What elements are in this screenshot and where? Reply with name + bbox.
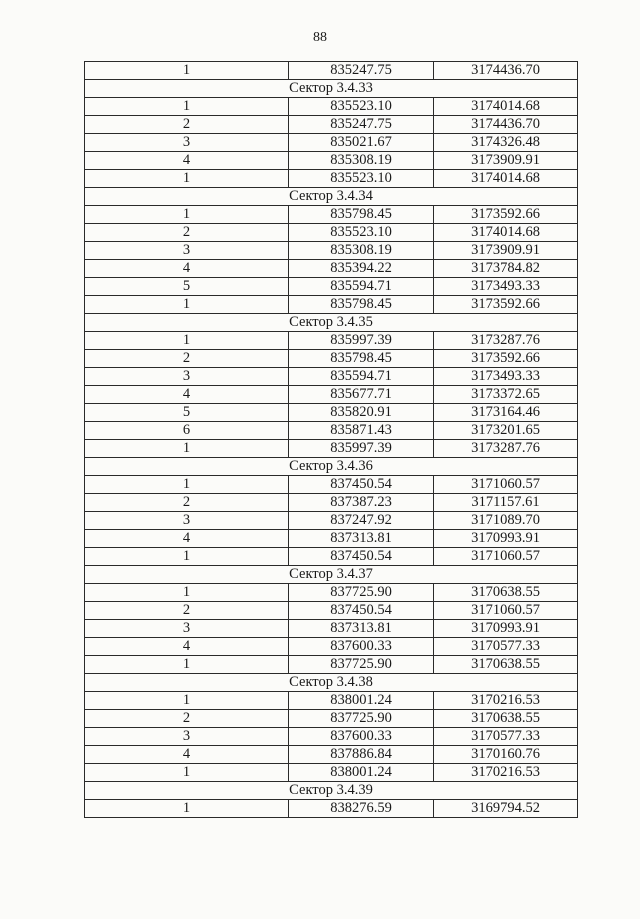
table-row [85,98,578,116]
x-coordinate: 835871.43 [289,422,434,440]
table-row [85,278,578,296]
y-coordinate: 3173592.66 [434,350,578,368]
point-number: 4 [85,260,289,278]
table-row [85,530,578,548]
table-row [85,62,578,80]
point-number: 1 [85,206,289,224]
x-coordinate: 835997.39 [289,332,434,350]
point-number: 1 [85,800,289,818]
x-coordinate: 835308.19 [289,152,434,170]
y-coordinate: 3174014.68 [434,224,578,242]
x-coordinate: 835798.45 [289,350,434,368]
y-coordinate: 3170638.55 [434,584,578,602]
y-coordinate: 3173493.33 [434,278,578,296]
point-number: 1 [85,764,289,782]
y-coordinate: 3174326.48 [434,134,578,152]
x-coordinate: 835594.71 [289,368,434,386]
x-coordinate: 835308.19 [289,242,434,260]
point-number: 4 [85,746,289,764]
point-number: 3 [85,242,289,260]
x-coordinate: 837600.33 [289,728,434,746]
sector-label: Сектор 3.4.37 [85,566,578,584]
table-row [85,332,578,350]
point-number: 4 [85,638,289,656]
point-number: 5 [85,404,289,422]
y-coordinate: 3173592.66 [434,206,578,224]
y-coordinate: 3173909.91 [434,242,578,260]
table-row [85,800,578,818]
point-number: 4 [85,152,289,170]
table-row [85,206,578,224]
y-coordinate: 3171089.70 [434,512,578,530]
sector-header-row [85,80,578,98]
x-coordinate: 837450.54 [289,548,434,566]
table-row [85,260,578,278]
y-coordinate: 3174436.70 [434,116,578,134]
table-row [85,422,578,440]
table-row [85,368,578,386]
point-number: 1 [85,548,289,566]
point-number: 3 [85,620,289,638]
y-coordinate: 3173164.46 [434,404,578,422]
table-row [85,656,578,674]
point-number: 2 [85,602,289,620]
y-coordinate: 3171060.57 [434,602,578,620]
table-row [85,224,578,242]
y-coordinate: 3174436.70 [434,62,578,80]
x-coordinate: 838001.24 [289,764,434,782]
table-row [85,440,578,458]
point-number: 6 [85,422,289,440]
table-row [85,764,578,782]
point-number: 1 [85,692,289,710]
sector-header-row [85,566,578,584]
y-coordinate: 3170216.53 [434,692,578,710]
sector-header-row [85,314,578,332]
table-row [85,116,578,134]
y-coordinate: 3173201.65 [434,422,578,440]
y-coordinate: 3171157.61 [434,494,578,512]
point-number: 1 [85,656,289,674]
y-coordinate: 3173287.76 [434,332,578,350]
table-row [85,242,578,260]
point-number: 2 [85,224,289,242]
y-coordinate: 3170216.53 [434,764,578,782]
x-coordinate: 835523.10 [289,98,434,116]
x-coordinate: 835247.75 [289,62,434,80]
point-number: 2 [85,350,289,368]
x-coordinate: 837450.54 [289,602,434,620]
x-coordinate: 835247.75 [289,116,434,134]
point-number: 1 [85,296,289,314]
table-row [85,512,578,530]
x-coordinate: 837725.90 [289,656,434,674]
table-row [85,602,578,620]
table-row [85,152,578,170]
y-coordinate: 3173493.33 [434,368,578,386]
point-number: 2 [85,710,289,728]
table-row [85,746,578,764]
y-coordinate: 3173372.65 [434,386,578,404]
sector-label: Сектор 3.4.39 [85,782,578,800]
point-number: 5 [85,278,289,296]
x-coordinate: 835820.91 [289,404,434,422]
sector-label: Сектор 3.4.34 [85,188,578,206]
table-row [85,296,578,314]
x-coordinate: 835594.71 [289,278,434,296]
point-number: 3 [85,512,289,530]
y-coordinate: 3171060.57 [434,548,578,566]
table-row [85,134,578,152]
x-coordinate: 835677.71 [289,386,434,404]
y-coordinate: 3173909.91 [434,152,578,170]
point-number: 1 [85,332,289,350]
sector-header-row [85,458,578,476]
point-number: 2 [85,116,289,134]
point-number: 3 [85,368,289,386]
y-coordinate: 3174014.68 [434,170,578,188]
x-coordinate: 835021.67 [289,134,434,152]
y-coordinate: 3169794.52 [434,800,578,818]
table-row [85,710,578,728]
x-coordinate: 835798.45 [289,206,434,224]
point-number: 1 [85,62,289,80]
x-coordinate: 838276.59 [289,800,434,818]
point-number: 4 [85,386,289,404]
y-coordinate: 3173287.76 [434,440,578,458]
table-row [85,350,578,368]
x-coordinate: 835523.10 [289,224,434,242]
y-coordinate: 3170993.91 [434,620,578,638]
point-number: 1 [85,98,289,116]
x-coordinate: 837313.81 [289,530,434,548]
x-coordinate: 837313.81 [289,620,434,638]
y-coordinate: 3171060.57 [434,476,578,494]
sector-label: Сектор 3.4.35 [85,314,578,332]
table-row [85,638,578,656]
y-coordinate: 3170577.33 [434,638,578,656]
point-number: 1 [85,170,289,188]
point-number: 4 [85,530,289,548]
x-coordinate: 837725.90 [289,584,434,602]
x-coordinate: 837247.92 [289,512,434,530]
y-coordinate: 3170993.91 [434,530,578,548]
y-coordinate: 3174014.68 [434,98,578,116]
point-number: 3 [85,728,289,746]
table-row [85,548,578,566]
table-row [85,476,578,494]
table-row [85,494,578,512]
x-coordinate: 835997.39 [289,440,434,458]
x-coordinate: 837600.33 [289,638,434,656]
x-coordinate: 835523.10 [289,170,434,188]
coordinates-table-body [85,62,578,818]
y-coordinate: 3170638.55 [434,656,578,674]
x-coordinate: 835394.22 [289,260,434,278]
table-row [85,170,578,188]
sector-header-row [85,782,578,800]
y-coordinate: 3173784.82 [434,260,578,278]
sector-header-row [85,188,578,206]
page-number: 88 [313,30,327,45]
coordinates-table [84,61,578,818]
table-row [85,386,578,404]
x-coordinate: 837886.84 [289,746,434,764]
sector-header-row [85,674,578,692]
x-coordinate: 838001.24 [289,692,434,710]
point-number: 1 [85,440,289,458]
y-coordinate: 3173592.66 [434,296,578,314]
point-number: 1 [85,584,289,602]
sector-label: Сектор 3.4.33 [85,80,578,98]
table-row [85,404,578,422]
point-number: 2 [85,494,289,512]
y-coordinate: 3170577.33 [434,728,578,746]
table-row [85,692,578,710]
table-row [85,584,578,602]
y-coordinate: 3170160.76 [434,746,578,764]
y-coordinate: 3170638.55 [434,710,578,728]
x-coordinate: 835798.45 [289,296,434,314]
point-number: 3 [85,134,289,152]
table-row [85,620,578,638]
table-row [85,728,578,746]
sector-label: Сектор 3.4.38 [85,674,578,692]
x-coordinate: 837387.23 [289,494,434,512]
point-number: 1 [85,476,289,494]
x-coordinate: 837450.54 [289,476,434,494]
x-coordinate: 837725.90 [289,710,434,728]
sector-label: Сектор 3.4.36 [85,458,578,476]
